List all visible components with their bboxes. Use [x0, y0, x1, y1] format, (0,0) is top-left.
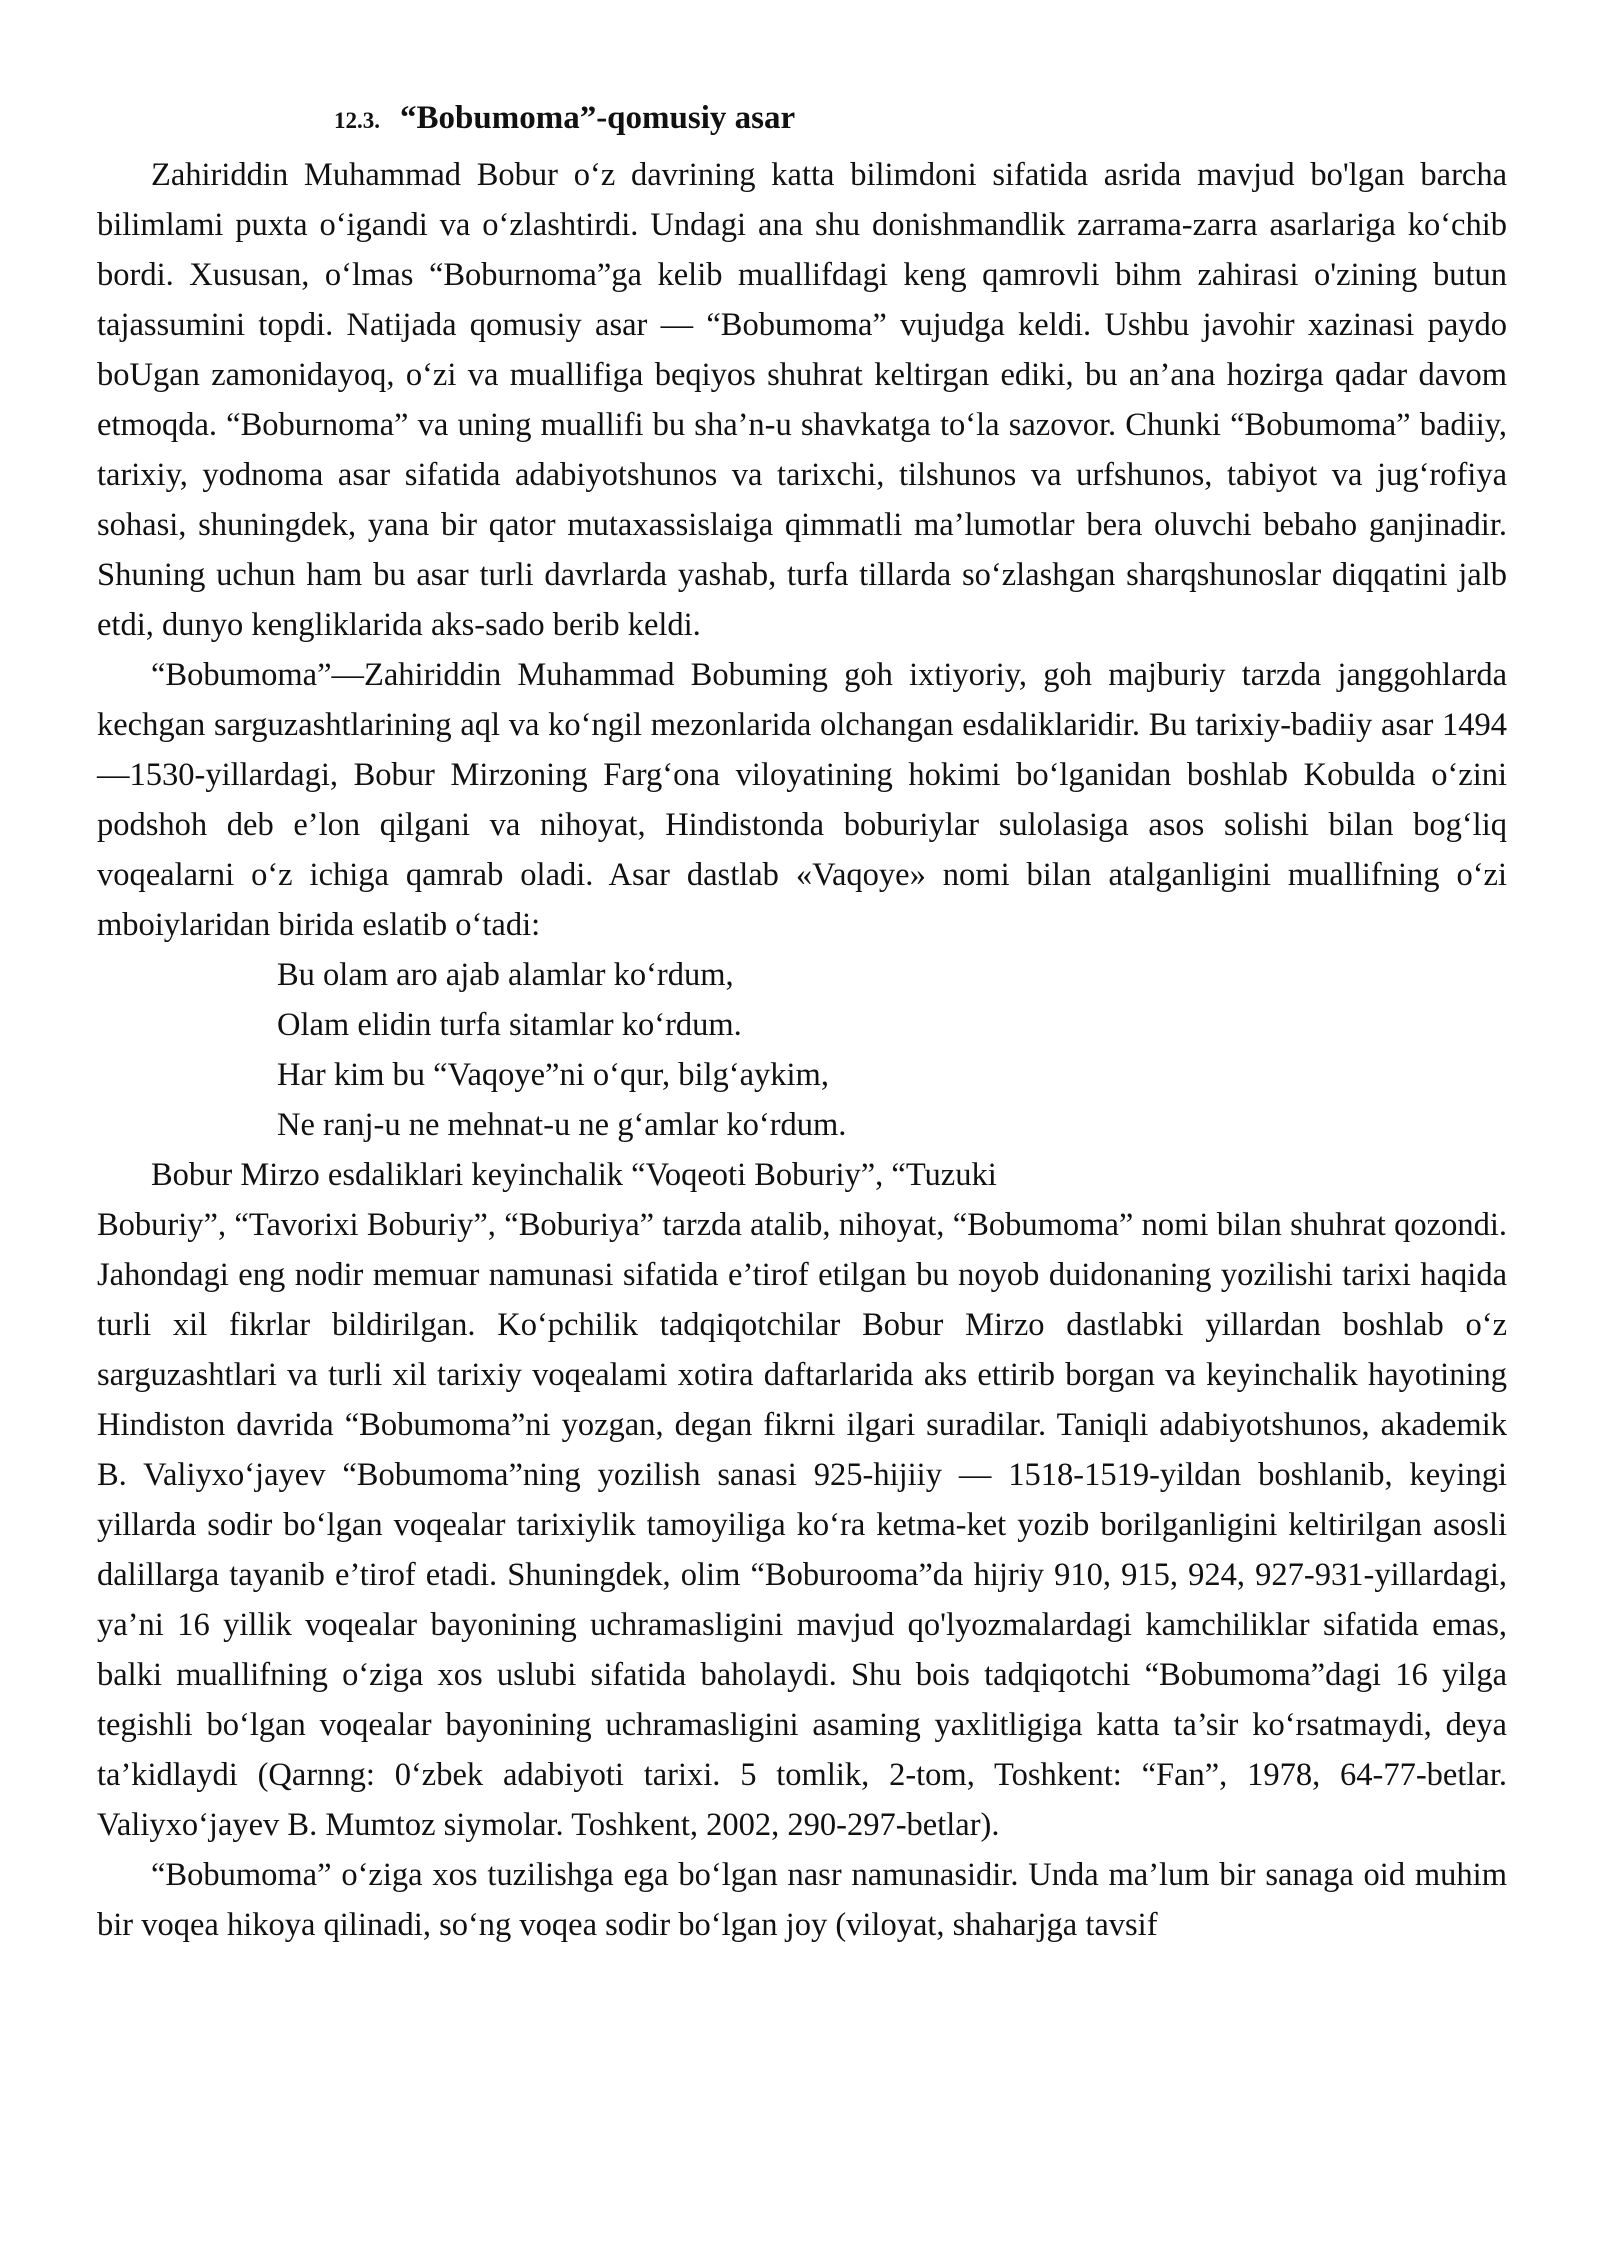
poem-quatrain — [97, 950, 1507, 1150]
paragraph-structure: “Bobumoma” o‘ziga xos tuzilishga ega bo‘lgan nasr namunasidir. Unda ma’lum bir sanaga oid muhim bir voqea hikoya qilinadi, so‘ng voqea sodir bo‘lgan joy (viloyat, shaharjga tavsif — [97, 1857, 1507, 1943]
section-title: “Bobumoma”-qomusiy asar — [400, 100, 796, 136]
paragraph-intro: Zahiriddin Muhammad Bobur o‘z davrining katta bilimdoni sifatida asrida mavjud bo'lgan barcha bilimlami puxta o‘igandi va o‘zlashtirdi. Undagi ana shu donishmandlik zarrama-zarra asarlariga ko‘chib bordi. Xususan, o‘lmas “Boburnoma”ga kelib muallifdagi keng qamrovli bihm zahirasi o'zining butun tajassumini topdi. Natijada qomusiy asar — “Bobumoma” vujudga keldi. Ushbu javohir xazinasi paydo boUgan zamonidayoq, o‘zi va muallifiga beqiyos shuhrat keltirgan ediki, bu an’ana hozirga qadar davom etmoqda. “Boburnoma” va uning muallifi bu sha’n-u shavkatga to‘la sazovor. Chunki “Bobumoma” badiiy, tarixiy, yodnoma asar sifatida adabiyotshunos va tarixchi, tilshunos va urfshunos, tabiyot va jug‘rofiya sohasi, shuningdek, yana bir qator mutaxassislaiga qimmatli ma’lumotlar bera oluvchi bebaho ganjinadir. Shuning uchun ham bu asar turli davrlarda yashab, turfa tillarda so‘zlashgan sharqshunoslar diqqatini jalb etdi, dunyo kengliklarida aks-sado berib keldi. — [97, 157, 1507, 643]
section-heading — [97, 92, 1507, 144]
paragraph-names-body: Boburiy”, “Tavorixi Boburiy”, “Boburiya” tarzda atalib, nihoyat, “Bobumoma” nomi bilan shuhrat qozondi. Jahondagi eng nodir memuar namunasi sifatida e’tirof etilgan bu noyob duidonaning yozilishi tarixi haqida turli xil fikrlar bildirilgan. Ko‘pchilik tadqiqotchilar Bobur Mirzo dastlabki yillardan boshlab o‘z sarguzashtlari va turli xil tarixiy voqealami xotira daftarlarida aks ettirib borgan va keyinchalik hayotining Hindiston davrida “Bobumoma”ni yozgan, degan fikrni ilgari suradilar. Taniqli adabiyotshunos, akademik B. Valiyxo‘jayev “Bobumoma”ning yozilish sanasi 925-hijiiy — 1518-1519-yildan boshlanib, keyingi yillarda sodir bo‘lgan voqealar tarixiylik tamoyiliga ko‘ra ketma-ket yozib borilganligini keltirilgan asosli dalillarga tayanib e’tirof etadi. Shuningdek, olim “Boburooma”da hijriy 910, 915, 924, 927-931-yillardagi, ya’ni 16 yillik voqealar bayonining uchramasligini mavjud qo'lyozmalardagi kamchiliklar sifatida emas, balki muallifning o‘ziga xos uslubi sifatida baholaydi. Shu bois tadqiqotchi “Bobumoma”dagi 16 yilga tegishli bo‘lgan voqealar bayonining uchramasligini asaming yaxlitligiga katta ta’sir ko‘rsatmaydi, deya ta’kidlaydi (Qarnng: 0‘zbek adabiyoti tarixi. 5 tomlik, 2-tom, Toshkent: “Fan”, 1978, 64-77-betlar. Valiyxo‘jayev B. Mumtoz siymolar. Toshkent, 2002, 290-297-betlar). — [97, 1207, 1507, 1843]
document-page — [97, 92, 1507, 1950]
paragraph-description: “Bobumoma”—Zahiriddin Muhammad Bobuming goh ixtiyoriy, goh majburiy tarzda janggohlarda kechgan sarguzashtlarining aql va ko‘ngil mezonlarida olchangan esdaliklaridir. Bu tarixiy-badiiy asar 1494—1530-yillardagi, Bobur Mirzoning Farg‘ona viloyatining hokimi bo‘lganidan boshlab Kobulda o‘zini podshoh deb e’lon qilgani va nihoyat, Hindistonda boburiylar sulolasiga asos solishi bilan bog‘liq voqealarni o‘z ichiga qamrab oladi. Asar dastlab «Vaqoye» nomi bilan atalganligini muallifning o‘zi mboiylaridan birida eslatib o‘tadi: — [97, 657, 1507, 943]
section-number: 12.3. — [334, 108, 380, 133]
poem-line: Bu olam aro ajab alamlar ko‘rdum, — [277, 957, 734, 993]
poem-line: Ne ranj-u ne mehnat-u ne g‘amlar ko‘rdum. — [277, 1107, 847, 1143]
poem-line: Olam elidin turfa sitamlar ko‘rdum. — [277, 1007, 742, 1043]
paragraph-names-first-line: Bobur Mirzo esdaliklari keyinchalik “Voqeoti Boburiy”, “Tuzuki — [151, 1157, 997, 1193]
poem-line: Har kim bu “Vaqoye”ni o‘qur, bilg‘aykim, — [277, 1057, 829, 1093]
